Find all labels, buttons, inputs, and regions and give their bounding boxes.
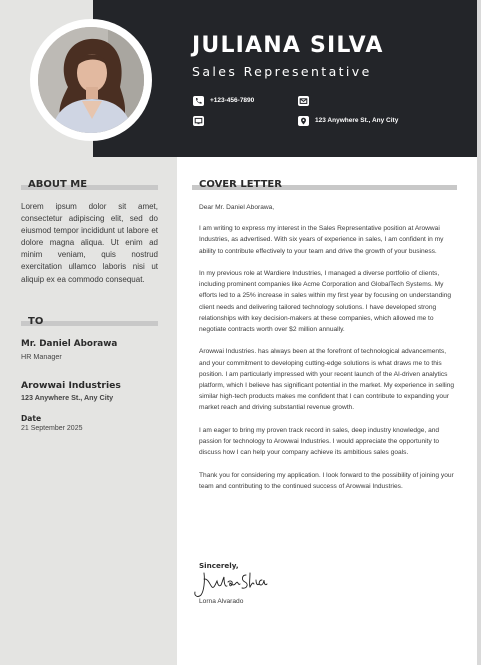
about-text: Lorem ipsum dolor sit amet, consectetur adipiscing elit, sed do eiusmod tempor incididunt ut labore et dolore magna aliqua. Ut enim ad minim veniam, quis nostrud exercitation ullamco laboris nisi ut aliquip ex ea commodo consequat.	[21, 202, 158, 284]
company-name: Arowwai Industries	[21, 380, 121, 391]
letter-body	[199, 202, 457, 503]
salutation: Dear Mr. Daniel Aborawa,	[199, 204, 275, 211]
date-value: 21 September 2025	[21, 425, 83, 432]
letter-heading: COVER LETTER	[199, 179, 282, 190]
to-heading: TO	[28, 316, 44, 327]
letter-paragraph: Thank you for considering my application. I look forward to the possibility of joining your team and contributing to the continued success of Arowwai Industries.	[199, 471, 454, 490]
phone-icon	[193, 96, 204, 106]
handwritten-signature	[192, 569, 270, 599]
recipient-name: Mr. Daniel Aborawa	[21, 339, 118, 349]
signoff: Sincerely,	[199, 561, 239, 570]
page-edge	[477, 0, 481, 665]
letter-paragraph: I am eager to bring my proven track record in sales, deep industry knowledge, and passion for technology to Arowwai Industries. I would appreciate the opportunity to discuss how I can help your company achieve its ambitious sales goals.	[199, 426, 440, 457]
portrait-illustration	[38, 27, 144, 133]
company-address: 123 Anywhere St., Any City	[21, 393, 114, 402]
signer-name: Lorna Alvarado	[199, 598, 244, 605]
candidate-name: JULIANA SILVA	[192, 33, 384, 58]
date-label: Date	[21, 414, 42, 423]
address-text: 123 Anywhere St., Any City	[315, 117, 399, 124]
letter-paragraph: Arowwai Industries. has always been at the forefront of technological advancements, and your commitment to developing cutting-edge solutions is what draws me to this position. I am particularly impressed with your recent launch of the AI-driven analytics platform, which I believe has significant potential in the market. My experience in selling similar high-tech products makes me confident that I can contribute to expanding your market reach and driving substantial revenue growth.	[199, 348, 455, 412]
candidate-role: Sales Representative	[192, 64, 372, 79]
letter-paragraph: I am writing to express my interest in the Sales Representative position at Arowwai Industries, as advertised. With six years of experience in sales, I am confident in my ability to contribute effectively to your team and drive the growth of your business.	[199, 225, 444, 255]
about-heading: ABOUT ME	[28, 179, 88, 190]
letter-paragraph: In my previous role at Wardiere Industries, I managed a diverse portfolio of clients, including prominent companies like Acme Corporation and GlobalTech Systems. My efforts led to a 25% increase in sales within my first year by focusing on understanding client needs and delivering tailored technology solutions. I have developed strong relationships with key decision-makers at these companies, which allowed me to negotiate contracts worth over $2 million annually.	[199, 270, 452, 334]
profile-photo	[38, 27, 144, 133]
email-icon	[298, 96, 309, 106]
recipient-role: HR Manager	[21, 352, 62, 361]
website-icon	[193, 116, 204, 126]
phone-number: +123-456-7890	[210, 97, 255, 104]
location-pin-icon	[298, 116, 309, 126]
